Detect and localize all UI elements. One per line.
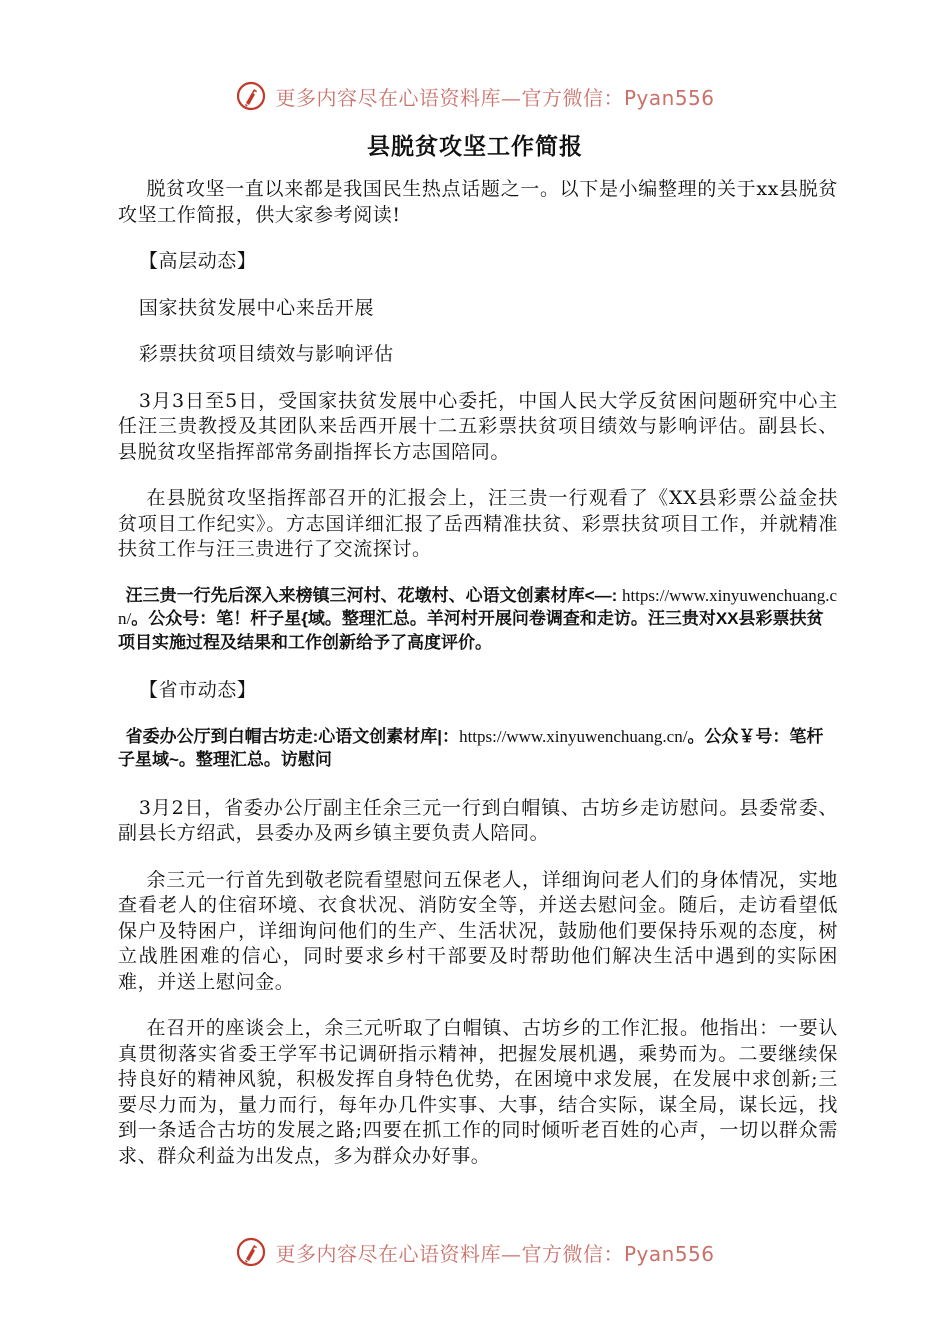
header-banner (0, 76, 950, 116)
banner-text: 更多内容尽在心语资料库—官方微信：Pyan556 (275, 85, 715, 110)
paragraph-3: 汪三贵一行先后深入来榜镇三河村、花墩村、心语文创素材库<—: https://www.xinyuwenchuang.cn/。公众号：笔！杆子星{域。整理汇总。羊河村开展问卷调查和走访。汪三贵对XX县彩票扶贫项目实施过程及结果和工作创新给予了高度评价。 (118, 585, 838, 652)
section-heading-high-level: 【高层动态】 (138, 250, 257, 272)
paragraph-4: 省委办公厅到白帽古坊走:心语文创素材库|：https://www.xinyuwenchuang.cn/。公众￥号：笔杆子星域~。整理汇总。访慰问 (118, 726, 824, 769)
paragraph-6: 余三元一行首先到敬老院看望慰问五保老人，详细询问老人们的身体情况，实地查看老人的住宿环境、衣食状况、消防安全等，并送去慰问金。随后，走访看望低保户及特困户，详细询问他们的生产、生活状况，鼓励他们要保持乐观的态度，树立战胜困难的信心，同时要求乡村干部要及时帮助他们解决生活中遇到的实际困难，并送上慰问金。 (118, 868, 838, 993)
paragraph-1: 3月3日至5日，受国家扶贫发展中心委托，中国人民大学反贫困问题研究中心主任汪三贵教授及其团队来岳西开展十二五彩票扶贫项目绩效与影响评估。副县长、县脱贫攻坚指挥部常务副指挥长方志国陪同。 (118, 389, 838, 463)
paragraph-5: 3月2日，省委办公厅副主任余三元一行到白帽镇、古坊乡走访慰问。县委常委、副县长方绍武，县委办及两乡镇主要负责人陪同。 (118, 796, 838, 844)
intro-paragraph: 脱贫攻坚一直以来都是我国民生热点话题之一。以下是小编整理的关于xx县脱贫攻坚工作简报，供大家参考阅读! (118, 178, 838, 226)
website-link[interactable]: https://www.xinyuwenchuang.cn/ (459, 726, 688, 746)
section-heading-province: 【省市动态】 (138, 679, 257, 701)
footer-banner (0, 1232, 950, 1272)
subheading-1: 国家扶贫发展中心来岳开展 (138, 296, 375, 319)
pen-nib-logo-icon (235, 80, 267, 112)
document-title: 县脱贫攻坚工作简报 (367, 134, 583, 160)
paragraph-2: 在县脱贫攻坚指挥部召开的汇报会上，汪三贵一行观看了《XX县彩票公益金扶贫项目工作纪实》。方志国详细汇报了岳西精准扶贫、彩票扶贫项目工作，并就精准扶贫工作与汪三贵进行了交流探讨。 (118, 487, 838, 560)
paragraph-7: 在召开的座谈会上，余三元听取了白帽镇、古坊乡的工作汇报。他指出：一要认真贯彻落实省委王学军书记调研指示精神，把握发展机遇，乘势而为。二要继续保持良好的精神风貌，积极发挥自身特色优势，在困境中求发展，在发展中求创新;三要尽力而为，量力而行，每年办几件实事、大事，结合实际，谋全局，谋长远，找到一条适合古坊的发展之路;四要在抓工作的同时倾听老百姓的心声，一切以群众需求、群众利益为出发点，多为群众办好事。 (118, 1017, 838, 1167)
pen-nib-logo-icon (235, 1236, 267, 1268)
subheading-2: 彩票扶贫项目绩效与影响评估 (138, 343, 394, 365)
banner-text: 更多内容尽在心语资料库—官方微信：Pyan556 (275, 1241, 715, 1266)
document-body (118, 177, 838, 1190)
website-link[interactable]: https://www.xinyuwenchuang.cn/ (118, 585, 838, 628)
